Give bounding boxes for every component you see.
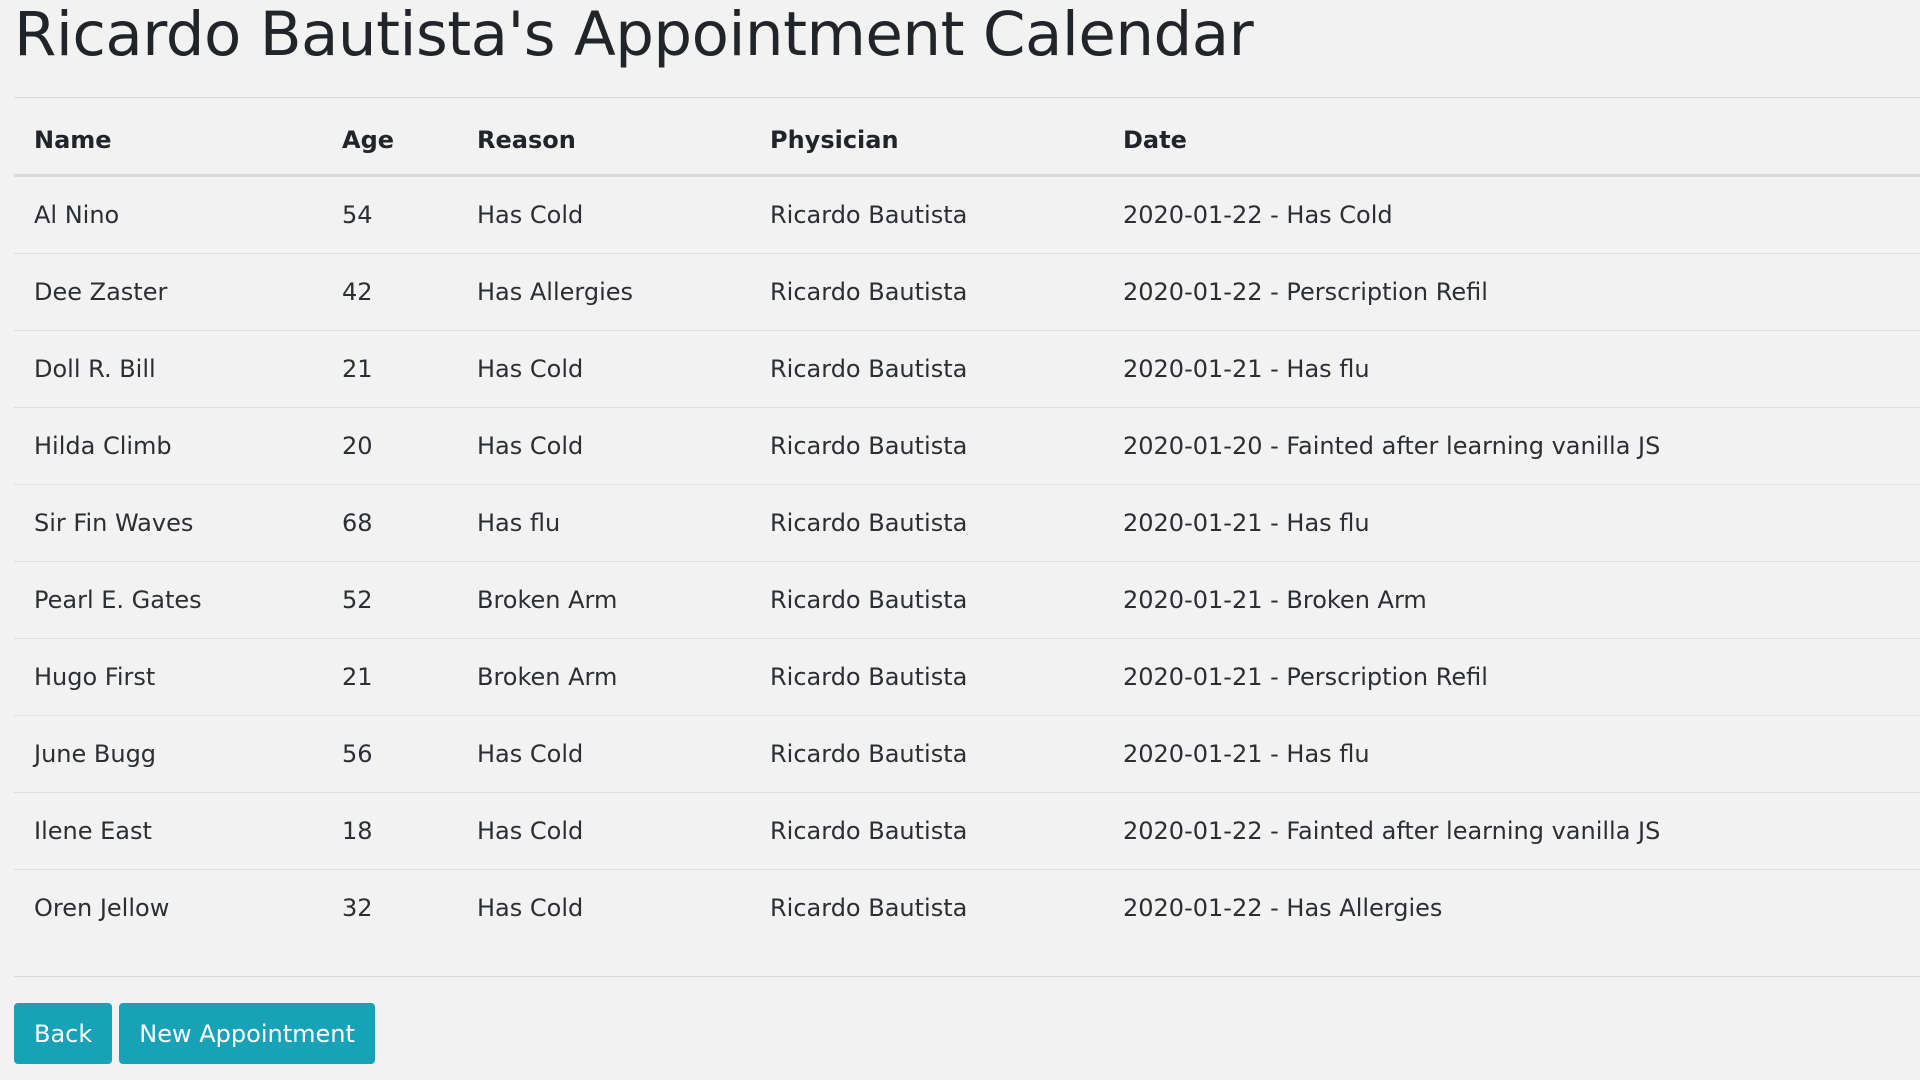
cell-date: 2020-01-21 - Perscription Refil [1103, 639, 1920, 716]
cell-physician: Ricardo Bautista [750, 485, 1103, 562]
cell-reason: Has Cold [477, 894, 584, 922]
cell-reason: Broken Arm [457, 562, 750, 639]
cell-date: 2020-01-21 - Has flu [1103, 331, 1920, 408]
cell-name: June Bugg [14, 716, 322, 793]
cell-reason: Has Cold [457, 176, 750, 254]
cell-date: 2020-01-21 - Has flu [1103, 485, 1920, 562]
cell-name: Doll R. Bill [14, 331, 322, 408]
table-row [14, 485, 1920, 562]
table-header [14, 106, 1920, 176]
header-row [14, 106, 1920, 176]
page-title: Ricardo Bautista's Appointment Calendar [14, 0, 1254, 70]
cell-date: 2020-01-21 - Has flu [1103, 716, 1920, 793]
column-header-date: Date [1103, 106, 1920, 176]
cell-reason: Has flu [457, 485, 750, 562]
table-row [14, 408, 1920, 485]
cell-age: 54 [322, 176, 457, 254]
cell-name: Pearl E. Gates [14, 562, 322, 639]
cell-age: 56 [322, 716, 457, 793]
cell-physician: Ricardo Bautista [750, 408, 1103, 485]
cell-date: 2020-01-20 - Fainted after learning vanilla JS [1103, 408, 1920, 485]
table-row [14, 716, 1920, 793]
cell-physician: Ricardo Bautista [770, 894, 968, 922]
action-bar [14, 1003, 375, 1064]
cell-date: 2020-01-22 - Fainted after learning vanilla JS [1103, 793, 1920, 870]
cell-name: Al Nino [14, 176, 322, 254]
cell-date: 2020-01-22 - Perscription Refil [1103, 254, 1920, 331]
divider [14, 976, 1920, 977]
cell-reason: Has Cold [457, 408, 750, 485]
cell-reason: Has Cold [457, 331, 750, 408]
back-button[interactable]: Back [14, 1003, 112, 1064]
cell-reason: Has Cold [457, 793, 750, 870]
cell-name: Oren Jellow [34, 894, 170, 922]
cell-reason: Has Allergies [457, 254, 750, 331]
cell-name: Hilda Climb [14, 408, 322, 485]
table-row [14, 793, 1920, 870]
column-header-reason: Reason [457, 106, 750, 176]
cell-age: 52 [322, 562, 457, 639]
cell-reason: Has Cold [457, 716, 750, 793]
cell-name: Hugo First [14, 639, 322, 716]
cell-age: 21 [322, 331, 457, 408]
table-row [14, 331, 1920, 408]
cell-date: 2020-01-22 - Has Cold [1103, 176, 1920, 254]
cell-physician: Ricardo Bautista [750, 331, 1103, 408]
cell-physician: Ricardo Bautista [750, 562, 1103, 639]
table-row [14, 562, 1920, 639]
cell-name: Sir Fin Waves [14, 485, 322, 562]
cell-age: 68 [322, 485, 457, 562]
table-row [14, 870, 1920, 947]
table-row [14, 176, 1920, 254]
divider [14, 97, 1920, 98]
column-header-physician: Physician [750, 106, 1103, 176]
cell-date: 2020-01-21 - Broken Arm [1103, 562, 1920, 639]
cell-physician: Ricardo Bautista [750, 793, 1103, 870]
cell-physician: Ricardo Bautista [750, 716, 1103, 793]
cell-physician: Ricardo Bautista [750, 254, 1103, 331]
cell-age: 42 [322, 254, 457, 331]
cell-physician: Ricardo Bautista [750, 176, 1103, 254]
cell-date: 2020-01-22 - Has Allergies [1123, 894, 1443, 922]
table-row [14, 254, 1920, 331]
appointments-table [14, 106, 1920, 946]
cell-physician: Ricardo Bautista [750, 639, 1103, 716]
cell-age: 21 [322, 639, 457, 716]
new-appointment-button[interactable]: New Appointment [119, 1003, 375, 1064]
column-header-name: Name [14, 106, 322, 176]
cell-name: Dee Zaster [14, 254, 322, 331]
column-header-age: Age [322, 106, 457, 176]
table-body [14, 176, 1920, 947]
table-row [14, 639, 1920, 716]
cell-age: 32 [342, 894, 373, 922]
cell-age: 18 [322, 793, 457, 870]
cell-age: 20 [322, 408, 457, 485]
cell-name: Ilene East [14, 793, 322, 870]
cell-reason: Broken Arm [457, 639, 750, 716]
